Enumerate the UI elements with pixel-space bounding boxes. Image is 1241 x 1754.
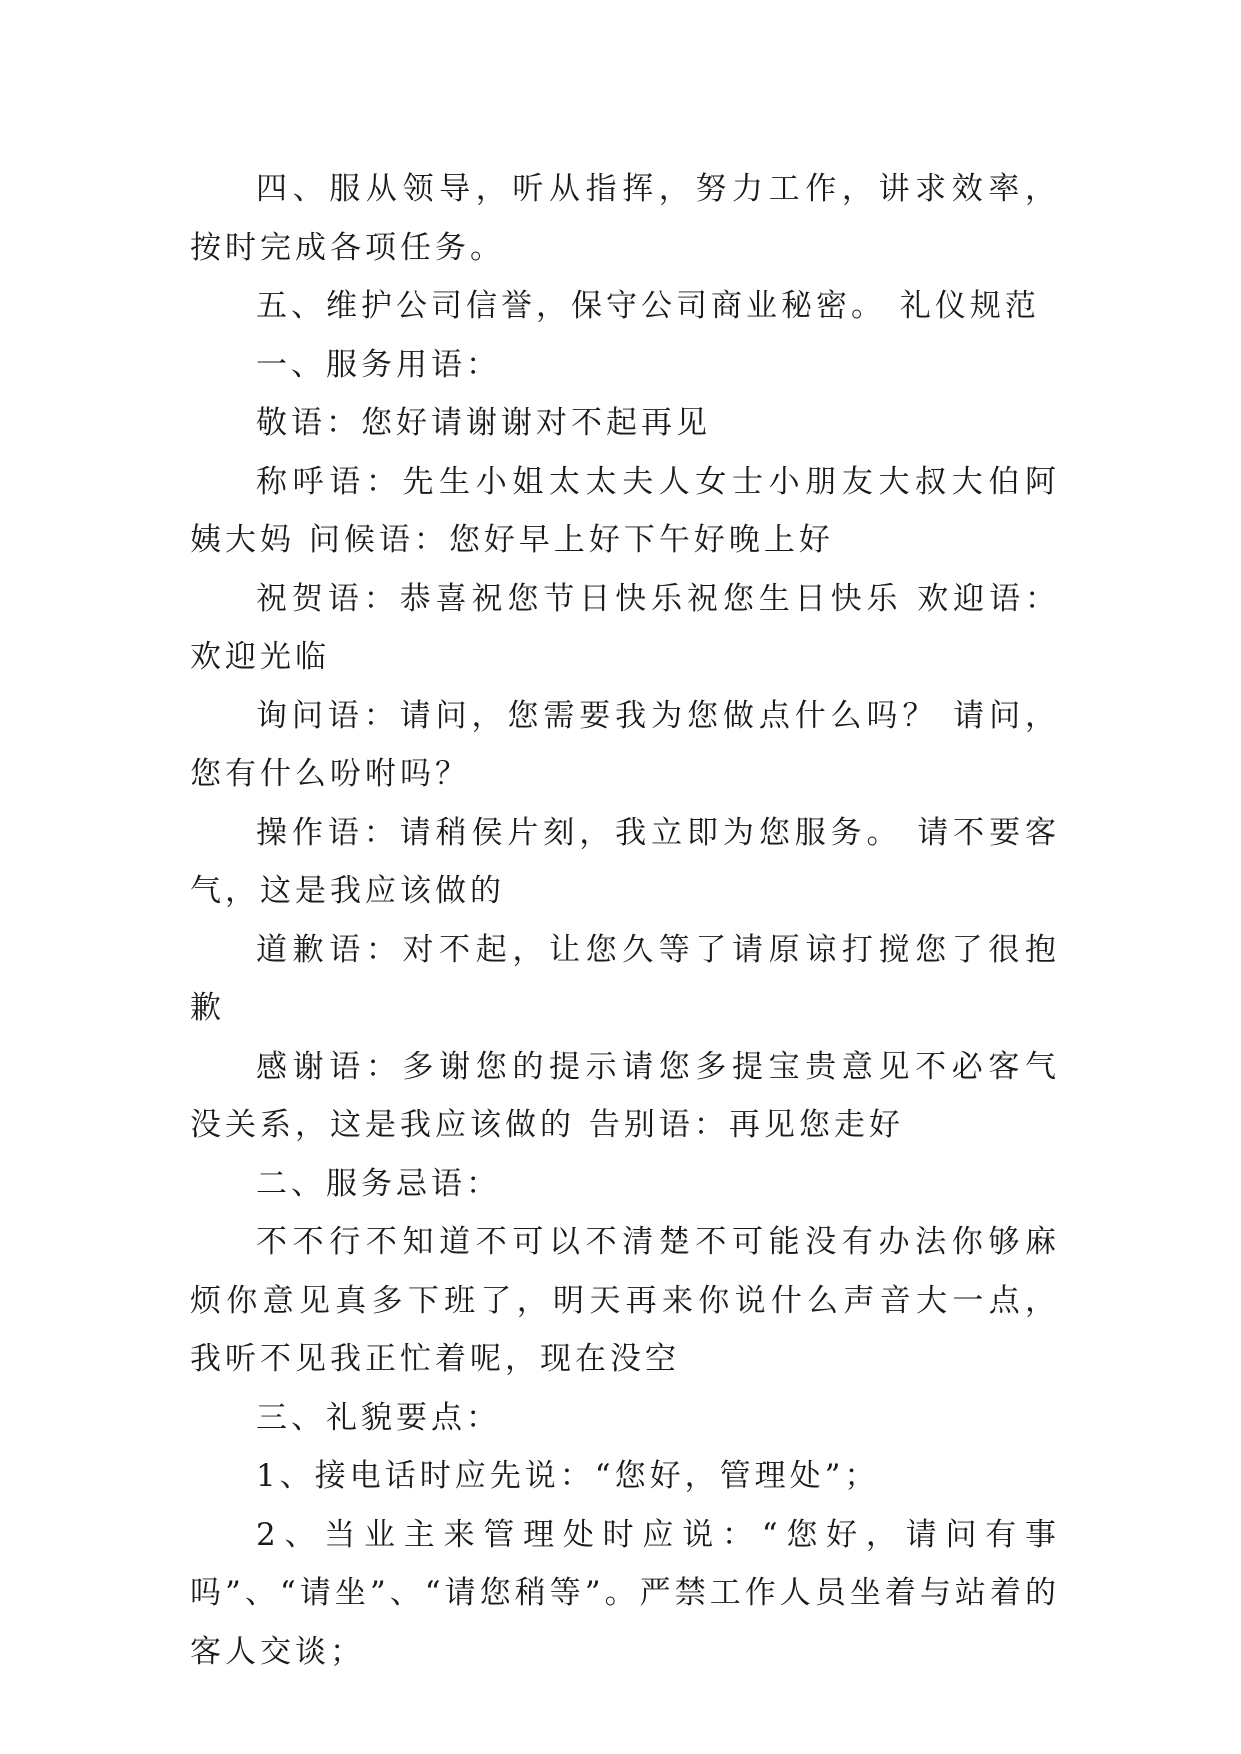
paragraph-congratulations: 祝贺语：恭喜祝您节日快乐祝您生日快乐 欢迎语：欢迎光临 <box>190 580 1060 675</box>
document-page <box>190 160 1060 1681</box>
heading-forbidden-phrases: 二、服务忌语： <box>256 1165 501 1202</box>
paragraph-polite-words: 敬语：您好请谢谢对不起再见 <box>256 405 711 441</box>
heading-courtesy-points: 三、礼貌要点： <box>256 1399 501 1436</box>
heading-service-phrases: 一、服务用语： <box>256 346 501 383</box>
paragraph-duty-4: 四、服从领导，听从指挥，努力工作，讲求效率，按时完成各项任务。 <box>190 171 1060 266</box>
paragraph-thanks: 感谢语：多谢您的提示请您多提宝贵意见不必客气没关系，这是我应该做的 告别语：再见您走好 <box>190 1048 1060 1143</box>
paragraph-forbidden-list: 不不行不知道不可以不清楚不可能没有办法你够麻烦你意见真多下班了，明天再来你说什么声音大一点，我听不见我正忙着呢，现在没空 <box>190 1224 1060 1377</box>
paragraph-operation: 操作语：请稍侯片刻，我立即为您服务。 请不要客气，这是我应该做的 <box>190 814 1060 909</box>
paragraph-duty-5: 五、维护公司信誉，保守公司商业秘密。 礼仪规范 <box>256 288 1040 324</box>
paragraph-address-terms: 称呼语：先生小姐太太夫人女士小朋友大叔大伯阿姨大妈 问候语：您好早上好下午好晚上好 <box>190 463 1060 558</box>
paragraph-inquiry: 询问语：请问，您需要我为您做点什么吗？ 请问，您有什么吩咐吗？ <box>190 697 1060 792</box>
paragraph-courtesy-2: 2、当业主来管理处时应说：“您好，请问有事吗”、“请坐”、“请您稍等”。严禁工作人员坐着与站着的客人交谈； <box>190 1516 1060 1670</box>
paragraph-apology: 道歉语：对不起，让您久等了请原谅打搅您了很抱歉 <box>190 931 1060 1026</box>
paragraph-courtesy-1: 1、接电话时应先说：“您好，管理处”； <box>256 1458 880 1494</box>
